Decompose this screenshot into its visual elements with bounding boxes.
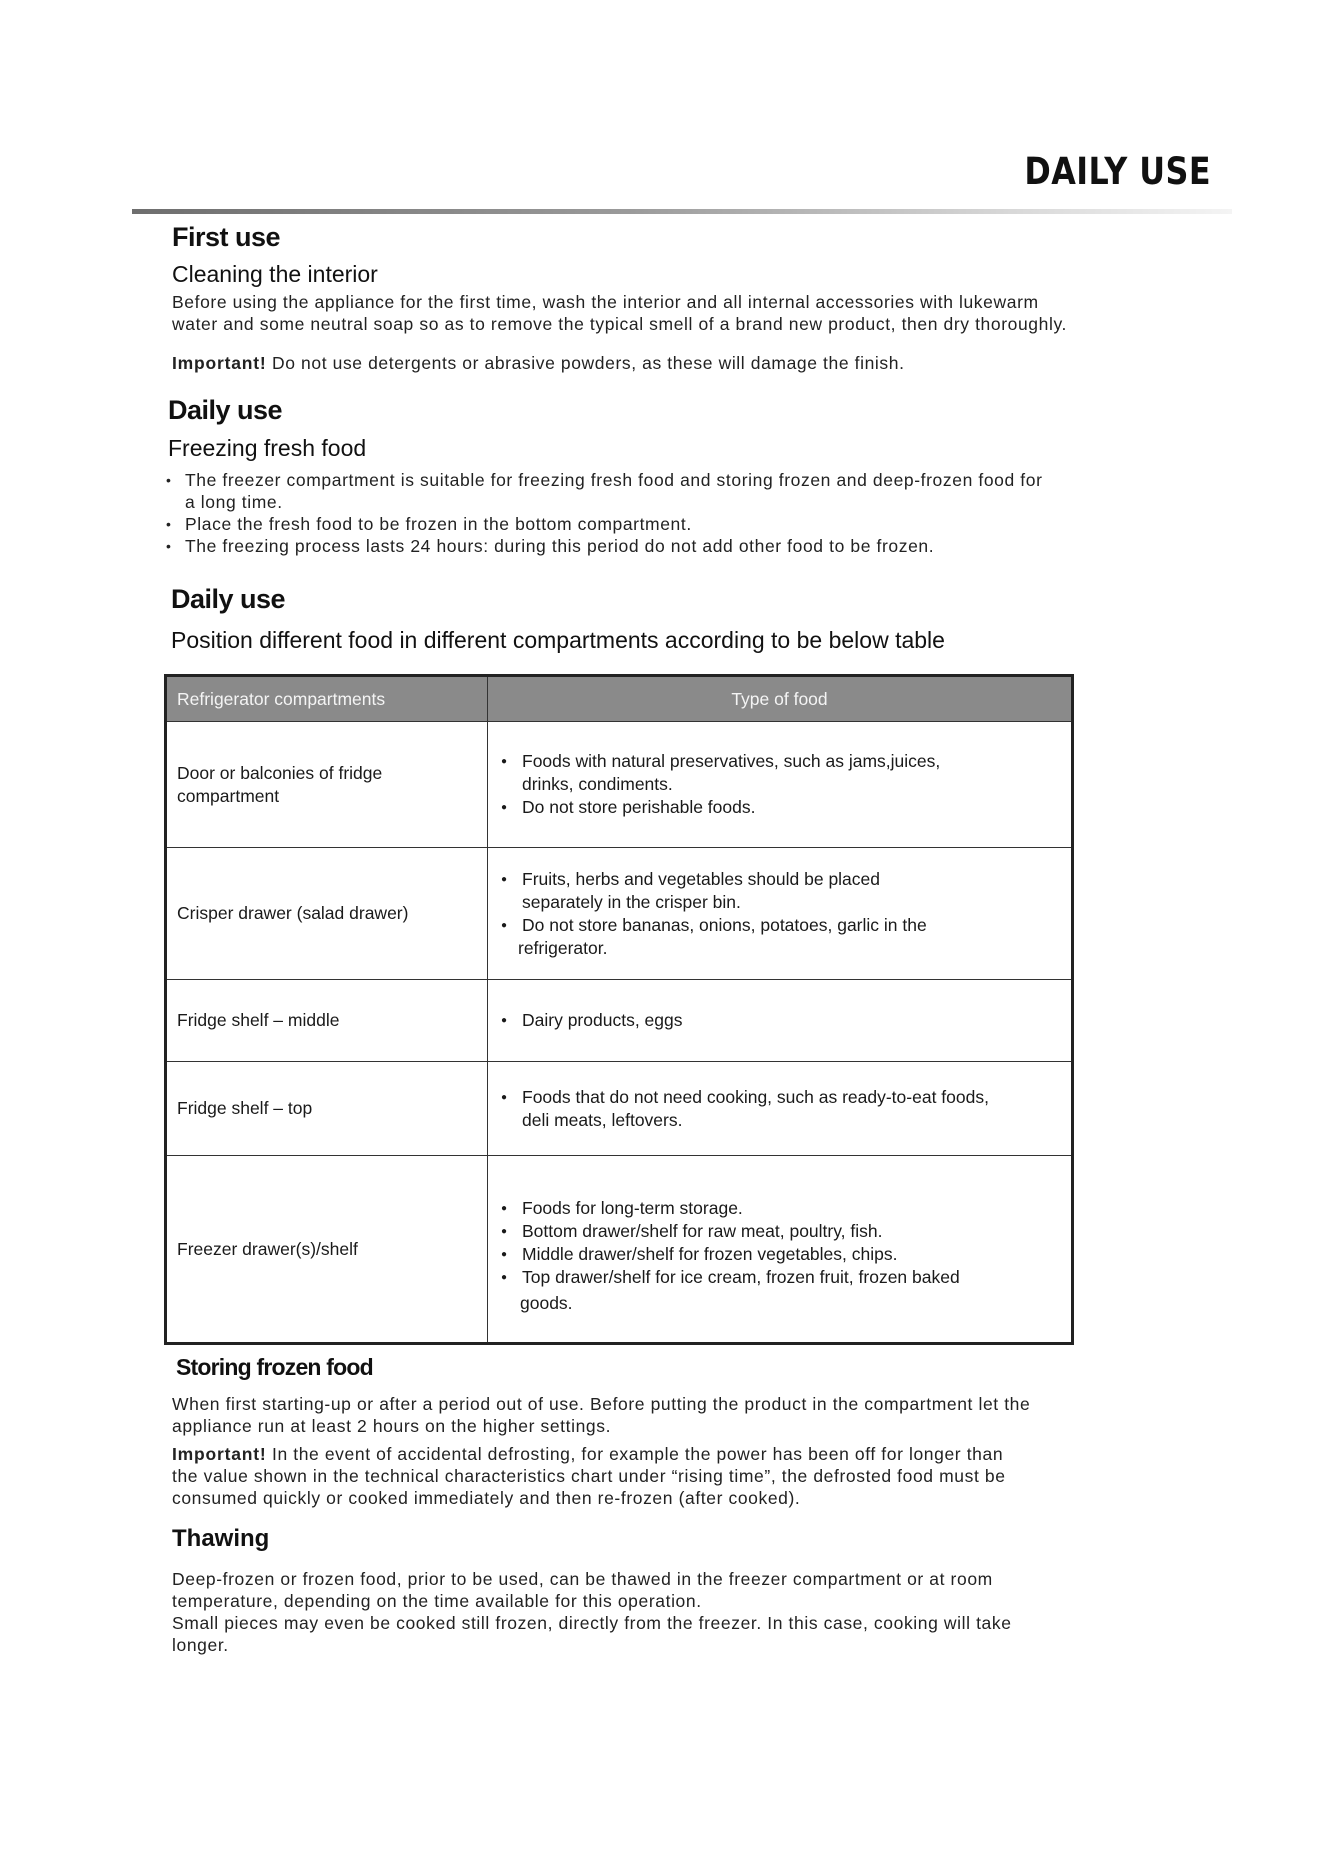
compartments-table	[164, 674, 1074, 1345]
text-line: ● Top drawer/shelf for ice cream, frozen fruit, frozen baked	[522, 1267, 960, 1287]
table-row	[166, 980, 1073, 1062]
text-line: deli meats, leftovers.	[522, 1109, 683, 1130]
text-line: drinks, condiments.	[522, 774, 673, 794]
text-line: ● Fruits, herbs and vegetables should be placed	[522, 868, 881, 889]
important-text: In the event of accidental defrosting, for example the power has been off for longer than	[272, 1444, 1004, 1464]
thawing-section	[172, 1525, 1182, 1656]
text-line: temperature, depending on the time available for this operation.	[172, 1591, 702, 1611]
text-line: Fridge shelf – middle	[177, 1010, 340, 1030]
text-line: Door or balconies of fridge	[177, 762, 383, 783]
compartment-cell	[166, 980, 488, 1062]
list-item	[498, 1086, 1061, 1132]
list-item	[168, 535, 1178, 557]
important-label: Important!	[172, 353, 267, 373]
text-line: ● Do not store bananas, onions, potatoes, garlic in the	[522, 914, 927, 935]
important-note	[172, 352, 1182, 374]
compartment-cell	[166, 1062, 488, 1156]
first-use-section	[172, 222, 1182, 374]
text-line: • Place the fresh food to be frozen in the bottom compartment.	[185, 514, 692, 534]
compartments-subheading: Position different food in different compartments according to be below table	[171, 627, 945, 653]
text-line: Crisper drawer (salad drawer)	[177, 903, 409, 923]
text-line: a long time.	[185, 492, 283, 512]
text-line: consumed quickly or cooked immediately and then re-frozen (after cooked).	[172, 1488, 801, 1508]
list-item	[498, 796, 1061, 819]
list-item	[498, 914, 1061, 960]
text-line: separately in the crisper bin.	[522, 891, 741, 912]
food-cell	[488, 848, 1073, 980]
freezing-list	[168, 469, 1178, 557]
thawing-paragraph	[172, 1568, 1182, 1656]
compartment-cell	[166, 848, 488, 980]
column-header: Refrigerator compartments	[166, 676, 488, 722]
text-line: the value shown in the technical characteristics chart under “rising time”, the defrosted food must be	[172, 1466, 1006, 1486]
compartment-cell	[166, 1156, 488, 1344]
food-cell	[488, 1062, 1073, 1156]
list-item	[168, 469, 1178, 513]
list-item	[498, 868, 1061, 914]
storing-paragraph	[172, 1393, 1182, 1437]
text-line: ● Middle drawer/shelf for frozen vegetables, chips.	[522, 1244, 898, 1264]
cleaning-paragraph	[172, 291, 1182, 335]
text-line: ● Bottom drawer/shelf for raw meat, poultry, fish.	[522, 1221, 883, 1241]
food-cell	[488, 1156, 1073, 1344]
table-row	[166, 848, 1073, 980]
text-line: Before using the appliance for the first time, wash the interior and all internal accessories with lukewarm	[172, 292, 1039, 312]
list-item	[168, 513, 1178, 535]
cleaning-subheading: Cleaning the interior	[172, 261, 378, 287]
list-item	[498, 1266, 1061, 1315]
list-item	[498, 1197, 1061, 1220]
list-item	[498, 1220, 1061, 1243]
storing-frozen-food-section	[172, 1354, 1182, 1509]
text-line: Deep-frozen or frozen food, prior to be used, can be thawed in the freezer compartment or at room	[172, 1569, 993, 1589]
table-row	[166, 722, 1073, 848]
text-line: • The freezer compartment is suitable for freezing fresh food and storing frozen and deep-frozen food for	[185, 470, 1043, 490]
text-line: ● Foods that do not need cooking, such as ready-to-eat foods,	[522, 1086, 989, 1107]
important-note	[172, 1443, 1182, 1509]
header-divider	[132, 209, 1232, 214]
food-cell	[488, 722, 1073, 848]
table-row	[166, 1062, 1073, 1156]
daily-use-freezing-section	[168, 395, 1178, 557]
text-line: ● Do not store perishable foods.	[522, 797, 756, 817]
daily-use-compartments-section	[171, 584, 1181, 654]
list-item	[498, 1243, 1061, 1266]
text-line: appliance run at least 2 hours on the higher settings.	[172, 1416, 612, 1436]
thawing-heading: Thawing	[172, 1525, 270, 1552]
text-line: ● Foods for long-term storage.	[522, 1198, 743, 1218]
important-label: Important!	[172, 1444, 267, 1464]
page-title: DAILY USE	[1024, 150, 1211, 193]
list-item	[498, 1009, 1061, 1032]
text-line: refrigerator.	[518, 937, 608, 958]
table-row	[166, 1156, 1073, 1344]
daily-use-heading: Daily use	[168, 395, 283, 425]
daily-use-heading: Daily use	[171, 584, 286, 614]
text-line: Fridge shelf – top	[177, 1098, 313, 1118]
freezing-subheading: Freezing fresh food	[168, 435, 367, 461]
text-line: longer.	[172, 1635, 229, 1655]
compartment-cell	[166, 722, 488, 848]
text-line: Small pieces may even be cooked still frozen, directly from the freezer. In this case, cooking will take	[172, 1613, 1012, 1633]
first-use-heading: First use	[172, 222, 281, 252]
text-line: ● Foods with natural preservatives, such as jams,juices,	[522, 751, 941, 771]
text-line: Freezer drawer(s)/shelf	[177, 1238, 358, 1259]
text-line: • The freezing process lasts 24 hours: during this period do not add other food to be frozen.	[185, 536, 935, 556]
list-item	[498, 750, 1061, 796]
important-text: Do not use detergents or abrasive powders, as these will damage the finish.	[272, 353, 905, 373]
text-line: water and some neutral soap so as to remove the typical smell of a brand new product, then dry thoroughly.	[172, 314, 1067, 334]
text-line: When first starting-up or after a period out of use. Before putting the product in the compartment let the	[172, 1394, 1031, 1414]
food-cell	[488, 980, 1073, 1062]
column-header: Type of food	[488, 676, 1073, 722]
text-line: ● Dairy products, eggs	[522, 1010, 683, 1030]
storing-heading: Storing frozen food	[176, 1354, 373, 1380]
text-line: compartment	[177, 785, 280, 806]
text-line: goods.	[520, 1293, 573, 1313]
table-header-row	[166, 676, 1073, 722]
text-line	[172, 1443, 1182, 1465]
